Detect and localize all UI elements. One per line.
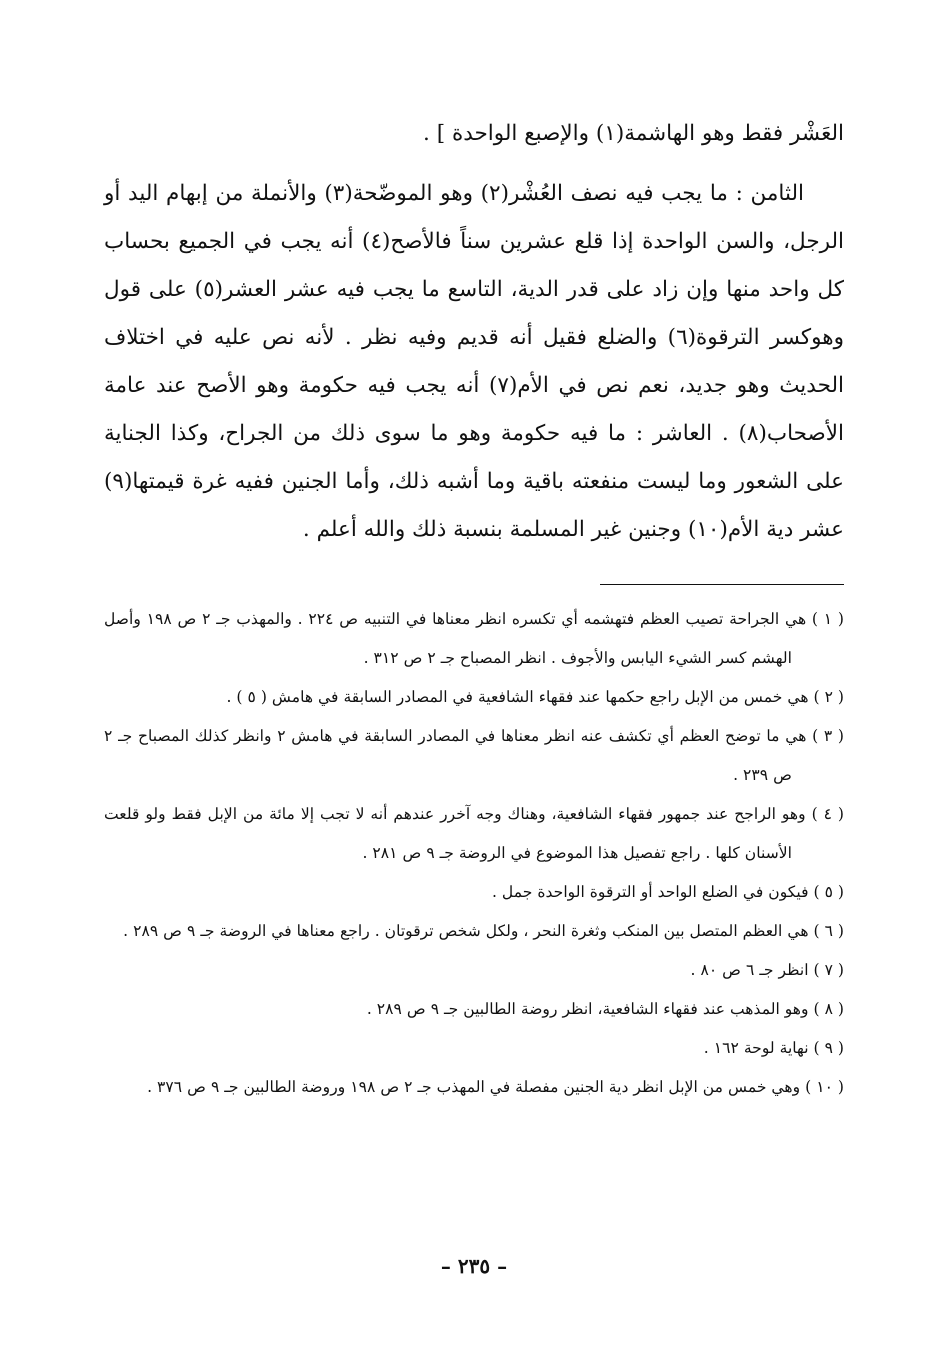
footnote-4: ( ٤ ) وهو الراجح عند جمهور فقهاء الشافعية، وهناك وجه آخرر عندهم أنه لا تجب إلا مائة من الإبل فقط ولو قلعت الأسنان كلها . راجع تفصيل هذا الموضوع في الروضة جـ ٩ ص ٢٨١ . (104, 805, 844, 862)
footnote-10: ( ١٠ ) وهي خمس من الإبل انظر دية الجنين مفصلة في المهذب جـ ٢ ص ١٩٨ وروضة الطالبين جـ ٩ ص ٣٧٦ . (147, 1078, 844, 1096)
footnote-3: ( ٣ ) هي ما توضح العظم أي تكشف عنه انظر معناها في المصادر السابقة في هامش ٢ وانظر كذلك المصباح جـ ٢ ص ٢٣٩ . (104, 727, 844, 784)
footnotes (104, 600, 844, 1107)
main-text (104, 110, 844, 554)
footnote-7: ( ٧ ) انظر جـ ٦ ص ٨٠ . (690, 961, 844, 979)
main-paragraph-2: الثامن : ما يجب فيه نصف العُشْر(٢) وهو الموضّحة(٣) والأنملة من إبهام اليد أو الرجل، والسن الواحدة إذا قلع عشرين سناً فالأصح(٤) أنه يجب في الجميع بحساب كل واحد منها وإن زاد على قدر الدية، التاسع ما يجب فيه عشر العشر(٥) على قول وهوكسر الترقوة(٦) والضلع فقيل أنه قديم وفيه نظر . لأنه نص عليه في اختلاف الحديث وهو جديد، نعم نص في الأم(٧) أنه يجب فيه حكومة وهو الأصح عند عامة الأصحاب(٨) . العاشر : ما فيه حكومة وهو ما سوى ذلك من الجراح، وكذا الجناية على الشعور وما ليست منفعته باقية وما أشبه ذلك، وأما الجنين ففيه غرة قيمتها(٩) عشر دية الأم(١٠) وجنين غير المسلمة بنسبة ذلك والله أعلم . (104, 181, 844, 542)
main-paragraph-1: العَشْر فقط وهو الهاشمة(١) والإصبع الواحدة ] . (423, 121, 844, 146)
footnote-5: ( ٥ ) فيكون في الضلع الواحد أو الترقوة الواحدة جمل . (491, 883, 844, 901)
footnote-6: ( ٦ ) هي العظم المتصل بين المنكب وثغرة النحر ، ولكل شخص ترقوتان . راجع معناها في الروضة جـ ٩ ص ٢٨٩ . (123, 922, 844, 940)
footnote-2: ( ٢ ) هي خمس من الإبل راجع حكمها عند فقهاء الشافعية في المصادر السابقة في هامش ( ٥ ) . (226, 688, 844, 706)
footnote-divider (600, 584, 844, 585)
footnote-8: ( ٨ ) وهو المذهب عند فقهاء الشافعية، انظر روضة الطالبين جـ ٩ ص ٢٨٩ . (366, 1000, 844, 1018)
page-number: – ٢٣٥ – (440, 1254, 508, 1278)
footnote-9: ( ٩ ) نهاية لوحة ١٦٢ . (703, 1039, 844, 1057)
footnote-1: ( ١ ) هي الجراحة تصيب العظم فتهشمه أي تكسره انظر معناها في التنبيه ص ٢٢٤ . والمهذب جـ ٢ ص ١٩٨ وأصل الهشم كسر الشيء اليابس والأجوف . انظر المصباح جـ ٢ ص ٣١٢ . (104, 610, 844, 667)
